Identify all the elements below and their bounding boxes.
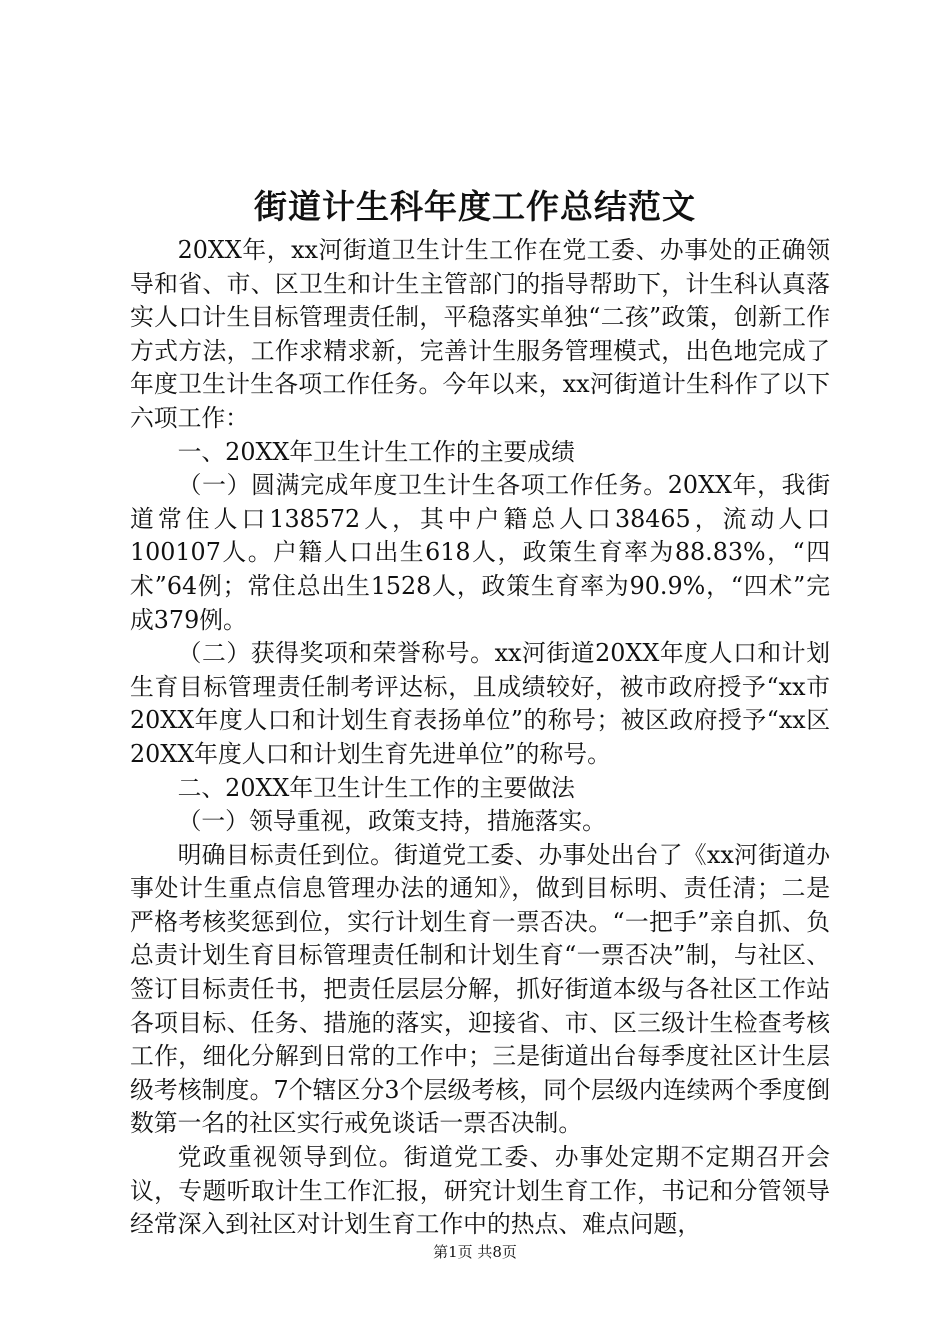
document-title: 街道计生科年度工作总结范文 <box>254 187 696 226</box>
section-heading-achievements: 一、20XX年卫生计生工作的主要成绩 <box>177 437 575 466</box>
section-heading-methods: 二、20XX年卫生计生工作的主要做法 <box>177 773 575 802</box>
paragraph-tasks-completed: （一）圆满完成年度卫生计生各项工作任务。20XX年，我街道常住人口138572人，其中户籍总人口38465，流动人口100107人。户籍人口出生618人，政策生育率为88.83%，“四术”64例；常住总出生1528人，政策生育率为90.9%，“四术”完成379例。 <box>130 471 830 634</box>
subheading-leadership: （一）领导重视，政策支持，措施落实。 <box>177 807 606 836</box>
document-body <box>130 234 830 1242</box>
paragraph-awards: （二）获得奖项和荣誉称号。xx河街道20XX年度人口和计划生育目标管理责任制考评达标，且成绩较好，被市政府授予“xx市20XX年度人口和计划生育表扬单位”的称号；被区政府授予“xx区20XX年度人口和计划生育先进单位”的称号。 <box>130 639 830 768</box>
page-footer: 第1页 共8页 <box>433 1243 517 1261</box>
paragraph-responsibility: 明确目标责任到位。街道党工委、办事处出台了《xx河街道办事处计生重点信息管理办法的通知》，做到目标明、责任清；二是严格考核奖惩到位，实行计划生育一票否决。“一把手”亲自抓、负总责计划生育目标管理责任制和计划生育“一票否决”制，与社区、签订目标责任书，把责任层层分解，抓好街道本级与各社区工作站各项目标、任务、措施的落实，迎接省、市、区三级计生检查考核工作，细化分解到日常的工作中；三是街道出台每季度社区计生层级考核制度。7个辖区分3个层级考核，同个层级内连续两个季度倒数第一名的社区实行戒免谈话一票否决制。 <box>130 840 830 1138</box>
paragraph-party-leadership: 党政重视领导到位。街道党工委、办事处定期不定期召开会议，专题听取计生工作汇报，研究计划生育工作，书记和分管领导经常深入到社区对计划生育工作中的热点、难点问题， <box>130 1143 830 1239</box>
paragraph-intro: 20XX年，xx河街道卫生计生工作在党工委、办事处的正确领导和省、市、区卫生和计生主管部门的指导帮助下，计生科认真落实人口计生目标管理责任制，平稳落实单独“二孩”政策，创新工作方式方法，工作求精求新，完善计生服务管理模式，出色地完成了年度卫生计生各项工作任务。今年以来，xx河街道计生科作了以下六项工作： <box>130 236 830 432</box>
